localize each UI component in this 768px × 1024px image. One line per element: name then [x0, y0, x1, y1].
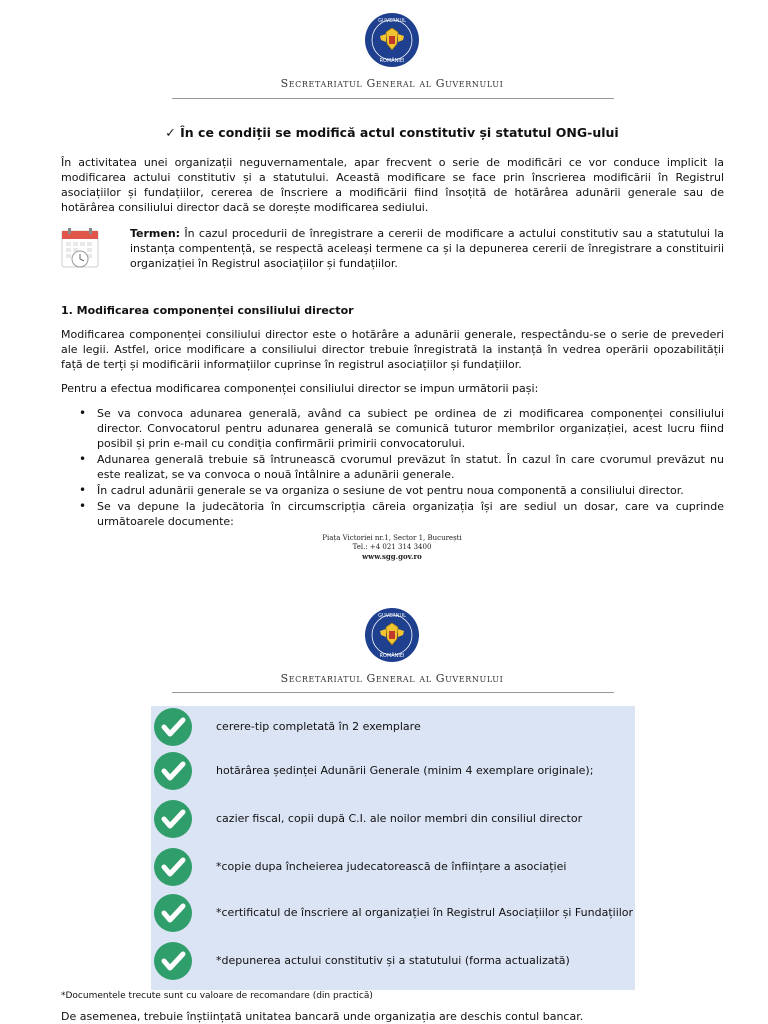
- eagle-crest-icon: [364, 607, 420, 663]
- list-item: [151, 798, 635, 842]
- organization-name: Secretariatul General al Guvernului: [280, 672, 504, 685]
- eagle-crest-icon: [364, 12, 420, 68]
- intro-paragraph: În activitatea unei organizații neguvernamentale, apar frecvent o serie de modificări ce vor conduce implicit la modificarea actului constitutiv și a statutului. Această modificare se face prin înscrierea modificării în Registrul asociațiilor și fundațiilor, cererea de înscriere a modificării fiind însoțită de hotărârea adunării generale sau de hotărârea consiliului director dacă se dorește modificarea sediului.: [61, 156, 724, 214]
- bank-notice: De asemenea, trebuie înștiințată unitatea bancară unde organizația are deschis contul bancar.: [61, 1010, 584, 1023]
- list-item: [151, 892, 635, 936]
- header-divider: [172, 98, 614, 99]
- footer-website: www.sgg.gov.ro: [362, 552, 422, 561]
- svg-text:GUVERNUL: GUVERNUL: [378, 18, 406, 24]
- check-circle-icon: [154, 848, 192, 886]
- footer-address: Piața Victoriei nr.1, Sector 1, București: [322, 534, 462, 542]
- organization-name: Secretariatul General al Guvernului: [280, 77, 504, 90]
- page-title: [0, 125, 768, 140]
- document-label: *certificatul de înscriere al organizației în Registrul Asociațiilor și Fundațiilor: [216, 906, 634, 919]
- document-label: cazier fiscal, copii după C.I. ale noilor membri din consiliul director: [216, 812, 583, 825]
- page-title-text: În ce condiții se modifică actul constitutiv și statutul ONG-ului: [180, 125, 619, 140]
- recommendation-note: *Documentele trecute sunt cu valoare de recomandare (din practică): [61, 991, 373, 1001]
- document-label: *depunerea actului constitutiv și a statutului (forma actualizată): [216, 954, 570, 967]
- check-circle-icon: [154, 752, 192, 790]
- page-footer: [0, 534, 768, 561]
- check-mark-icon: ✓: [165, 125, 176, 140]
- check-circle-icon: [154, 800, 192, 838]
- documents-panel: [151, 706, 635, 990]
- list-item: • În cadrul adunării generale se va organiza o sesiune de vot pentru noua componentă a consiliului director.: [79, 483, 724, 498]
- section-paragraph-2: Pentru a efectua modificarea componenței consiliului director se impun următorii pași:: [61, 382, 539, 395]
- header-divider: [172, 692, 614, 693]
- section-title: 1. Modificarea componenței consiliului director: [61, 304, 354, 317]
- document-label: *copie dupa încheierea judecatorească de înființare a asociației: [216, 860, 567, 873]
- header-logo-1: [364, 12, 420, 72]
- list-item: • Se va depune la judecătoria în circumscripția căreia organizația își are sediul un dosar, care va cuprinde următoarele documente:: [79, 499, 724, 529]
- svg-text:ROMÂNIEI: ROMÂNIEI: [379, 653, 405, 659]
- list-item: • Se va convoca adunarea generală, având ca subiect pe ordinea de zi modificarea componenței consiliului director. Convocatorul pentru adunarea generală se comunică tuturor membrilor organizației, acest lucru fiind posibil și prin e-mail cu condiția confirmării primirii convocatorului.: [79, 406, 724, 451]
- svg-text:GUVERNUL: GUVERNUL: [378, 613, 406, 619]
- term-paragraph: [130, 226, 724, 271]
- list-item: [151, 940, 635, 984]
- steps-list: [79, 406, 724, 530]
- list-item: • Adunarea generală trebuie să întrunească cvorumul prevăzut în statut. În cazul în care cvorumul prevăzut nu este realizat, se va convoca o nouă întâlnire a adunării generale.: [79, 452, 724, 482]
- term-label: Termen:: [130, 227, 181, 240]
- document-label: hotărârea ședinței Adunării Generale (minim 4 exemplare originale);: [216, 764, 594, 777]
- check-circle-icon: [154, 708, 192, 746]
- list-item: [151, 706, 635, 750]
- term-text: În cazul procedurii de înregistrare a cererii de modificare a actului constitutiv sau a statutului la instanța compentență, se respectă aceleași termene ca și la depunerea cererii de înregistrare a constituirii organizației în Registrul asociațiilor și fundațiilor.: [130, 227, 724, 270]
- svg-text:ROMÂNIEI: ROMÂNIEI: [379, 58, 405, 64]
- check-circle-icon: [154, 894, 192, 932]
- document-label: cerere-tip completată în 2 exemplare: [216, 720, 421, 733]
- calendar-icon: [61, 226, 101, 276]
- list-item: [151, 750, 635, 794]
- header-logo-2: [364, 607, 420, 667]
- check-circle-icon: [154, 942, 192, 980]
- footer-phone: Tel.: +4 021 314 3400: [352, 543, 432, 551]
- list-item: [151, 846, 635, 890]
- section-paragraph-1: Modificarea componenței consiliului director este o hotărâre a adunării generale, respectându-se o serie de prevederi ale legii. Astfel, orice modificare a consiliului director trebuie înregistrată la instanță în vedrea operării opozabilității față de terți și modificării informațiilor cuprinse în registrul asociațiilor și fundațiilor.: [61, 328, 724, 371]
